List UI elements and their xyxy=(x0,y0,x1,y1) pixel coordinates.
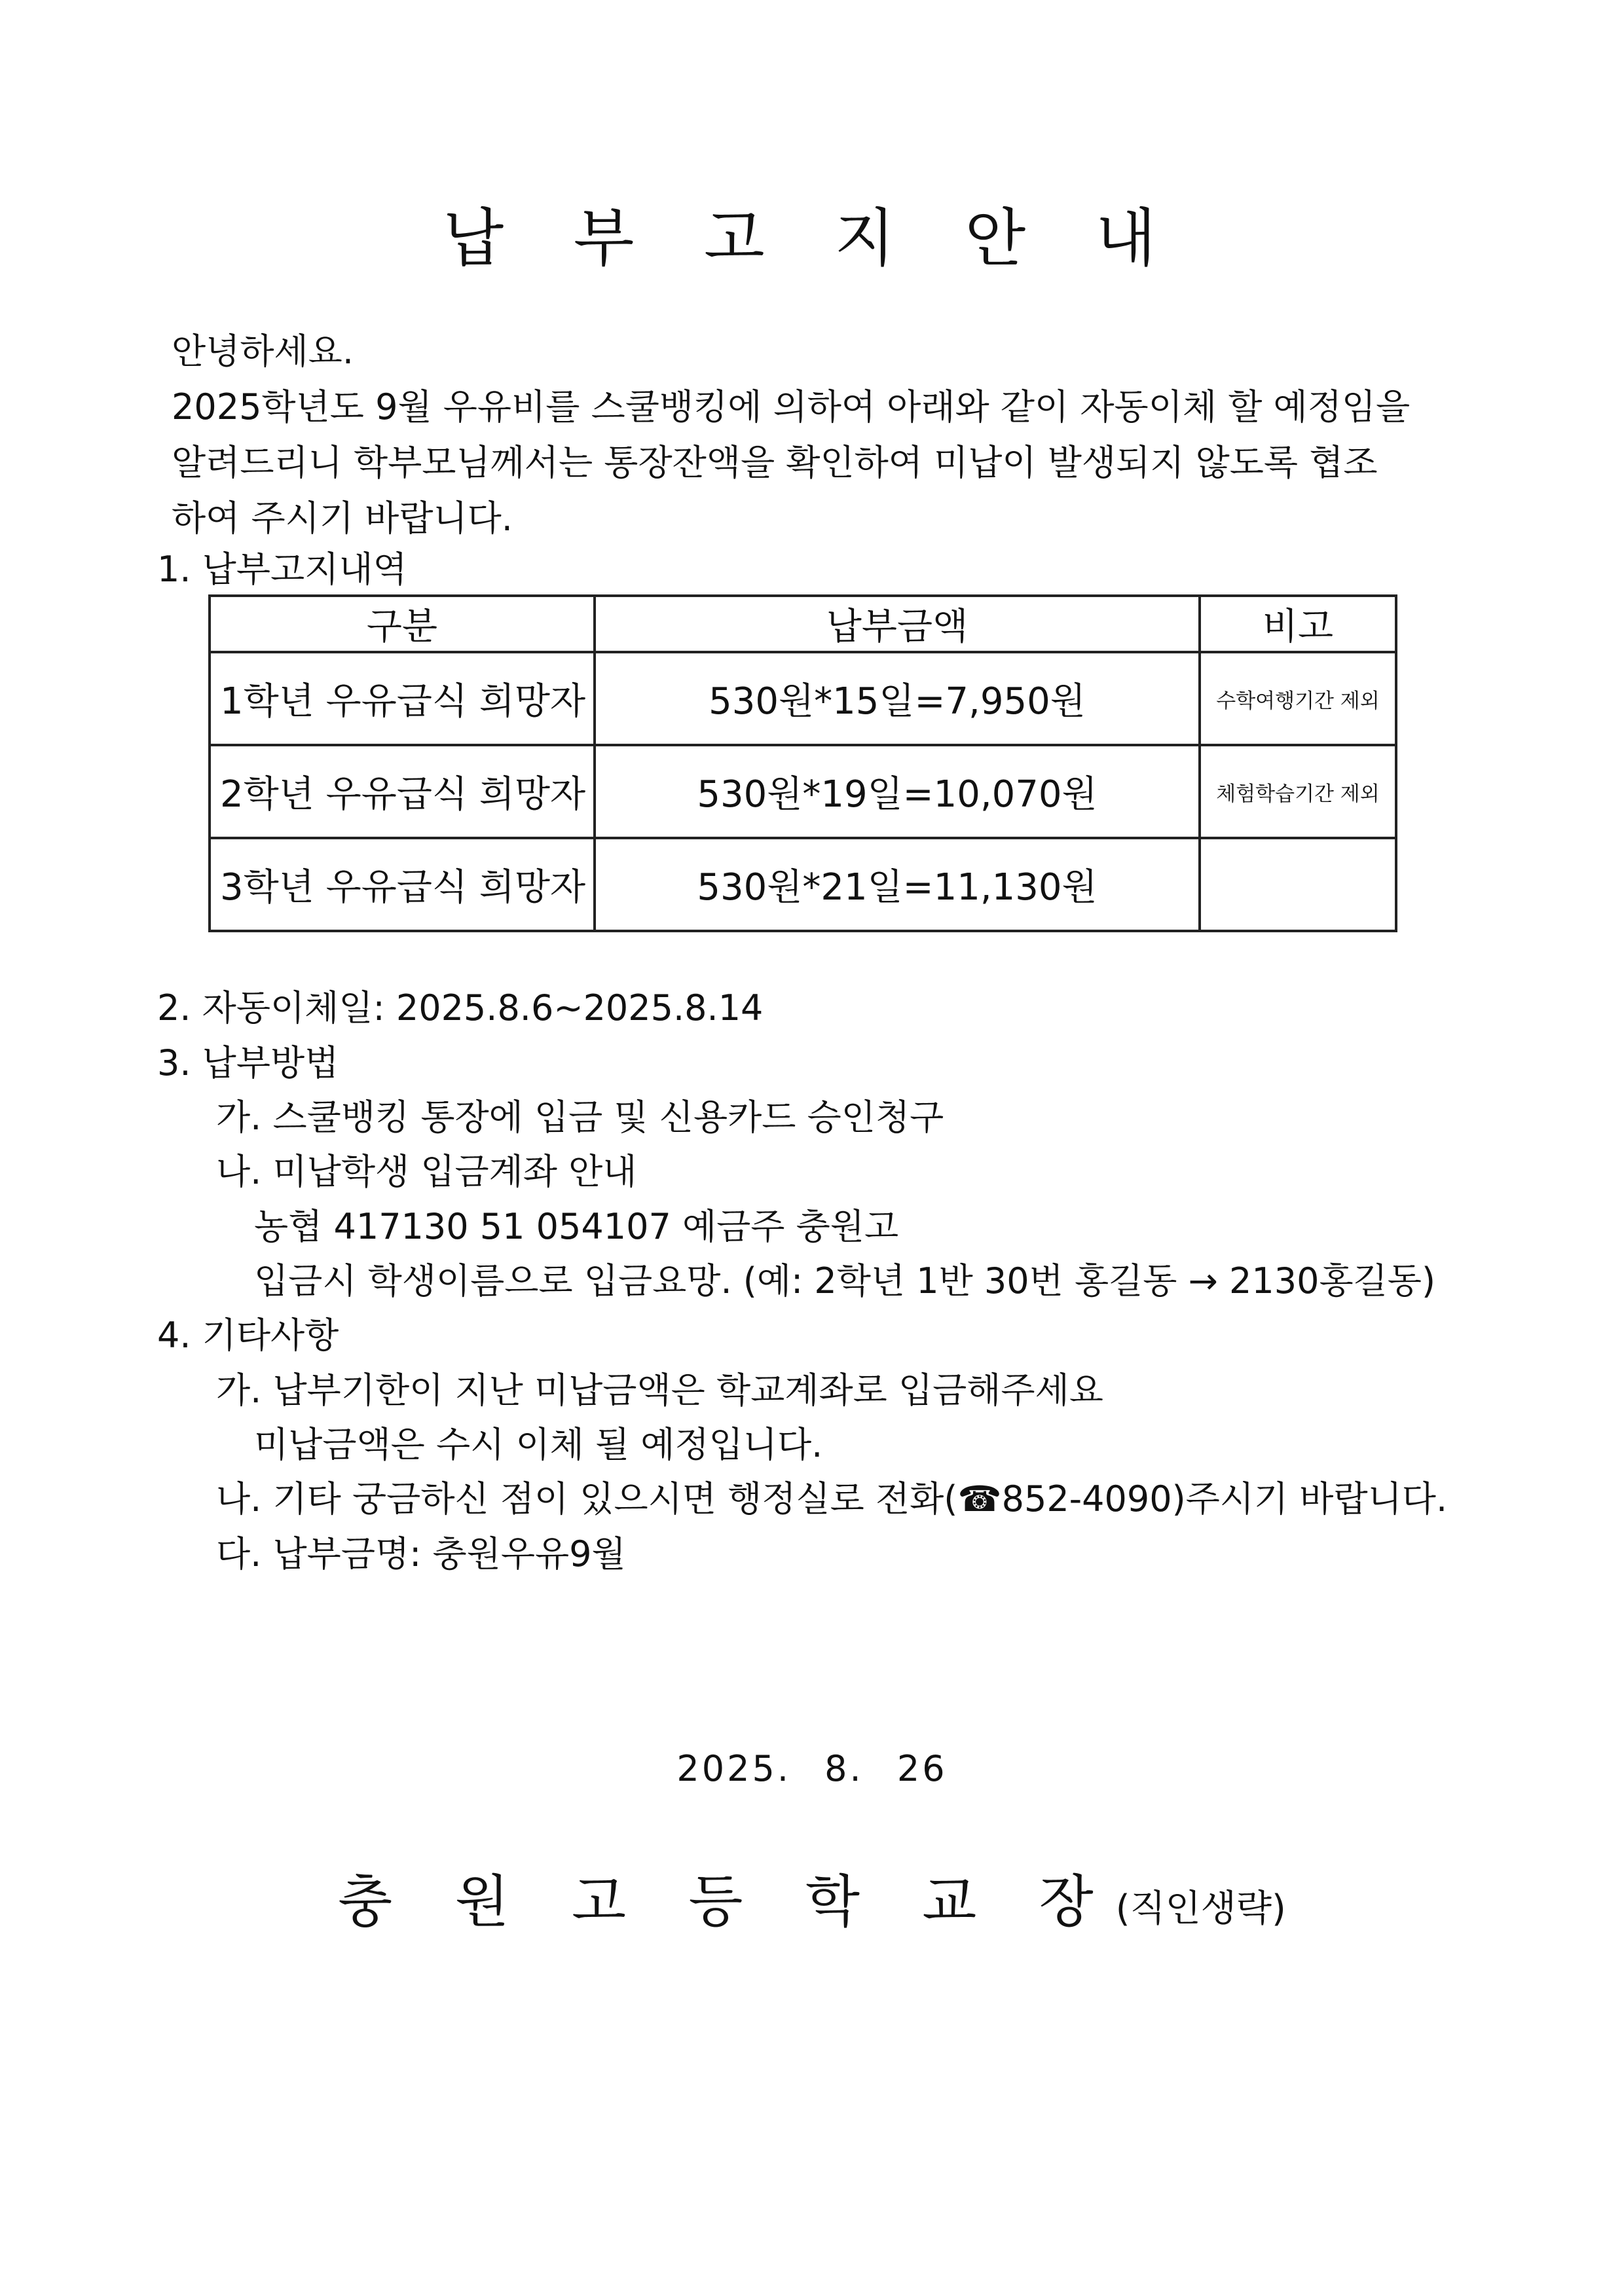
row-amount: 530원*15일=7,950원 xyxy=(595,652,1200,745)
header-amount: 납부금액 xyxy=(595,596,1200,652)
table-row xyxy=(210,745,1396,838)
row-category: 3학년 우유급식 희망자 xyxy=(210,838,595,931)
greeting: 안녕하세요. xyxy=(172,331,354,372)
row-note: 수학여행기간 제외 xyxy=(1200,652,1396,745)
header-note: 비고 xyxy=(1200,596,1396,652)
table-row xyxy=(210,838,1396,931)
row-amount: 530원*21일=11,130원 xyxy=(595,838,1200,931)
header-category: 구분 xyxy=(210,596,595,652)
page-title: 납 부 고 지 안 내 xyxy=(443,202,1181,275)
other-item-b: 나. 기타 궁금하신 점이 있으시면 행정실로 전화(☎852-4090)주시기 바랍니다. xyxy=(216,1478,1448,1520)
section-2-heading: 2. 자동이체일: 2025.8.6~2025.8.14 xyxy=(157,987,764,1029)
table-row xyxy=(210,652,1396,745)
bank-account: 농협 417130 51 054107 예금주 충원고 xyxy=(254,1206,899,1247)
row-amount: 530원*19일=10,070원 xyxy=(595,745,1200,838)
notice-date: 2025. 8. 26 xyxy=(676,1748,948,1789)
other-item-a-cont: 미납금액은 수시 이체 될 예정입니다. xyxy=(254,1424,823,1465)
payment-method-b: 나. 미납학생 입금계좌 안내 xyxy=(216,1151,637,1192)
other-item-a: 가. 납부기한이 지난 미납금액은 학교계좌로 입금해주세요 xyxy=(216,1370,1103,1411)
other-item-c: 다. 납부금명: 충원우유9월 xyxy=(216,1533,626,1575)
intro-line-1: 2025학년도 9월 우유비를 스쿨뱅킹에 의하여 아래와 같이 자동이체 할 예정임을 xyxy=(172,386,1411,428)
fee-table xyxy=(208,594,1397,932)
section-4-heading: 4. 기타사항 xyxy=(157,1315,339,1356)
seal-omitted-note: (직인생략) xyxy=(1115,1887,1286,1930)
section-1-heading: 1. 납부고지내역 xyxy=(157,549,407,590)
signature xyxy=(0,1856,1624,1937)
school-principal: 충 원 고 등 학 교 장 xyxy=(338,1869,1116,1935)
intro-line-3: 하여 주시기 바랍니다. xyxy=(172,498,513,539)
intro-line-2: 알려드리니 학부모님께서는 통장잔액을 확인하여 미납이 발생되지 않도록 협조 xyxy=(172,442,1378,483)
row-category: 2학년 우유급식 희망자 xyxy=(210,745,595,838)
payment-method-a: 가. 스쿨뱅킹 통장에 입금 및 신용카드 승인청구 xyxy=(216,1097,944,1138)
row-category: 1학년 우유급식 희망자 xyxy=(210,652,595,745)
table-header-row xyxy=(210,596,1396,652)
deposit-note: 입금시 학생이름으로 입금요망. (예: 2학년 1반 30번 홍길동 → 2130홍길동) xyxy=(254,1260,1436,1302)
section-3-heading: 3. 납부방법 xyxy=(157,1042,339,1084)
row-note: 체험학습기간 제외 xyxy=(1200,745,1396,838)
row-note xyxy=(1200,838,1396,931)
